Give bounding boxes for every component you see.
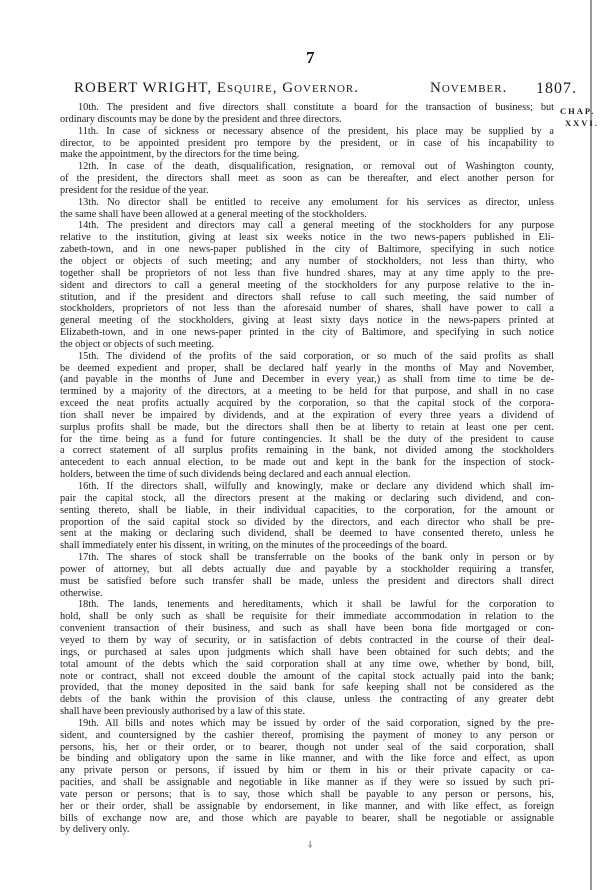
margin-chapter-number: XXVI.	[565, 118, 599, 128]
text-line: ordinary discounts may be done by the president and three directors.	[60, 113, 342, 125]
text-line: 13th. No director shall be entitled to receive any emolument for his services as director, unless	[78, 196, 554, 208]
text-line: president for the residue of the year.	[60, 184, 209, 196]
text-line: bills of exchange now are, and those which are payable to bearer, shall be negotiable or assignable	[60, 812, 554, 824]
text-line: a correct statement of all surplus profits remaining in the bank, not divided among the stockholders	[60, 445, 554, 457]
text-line: be binding and obligatory upon the same in like manner, and with the like force and effect, as upon	[60, 753, 554, 765]
text-line: 19th. All bills and notes which may be issued by order of the said corporation, signed by the pre-	[78, 717, 554, 729]
paragraph	[60, 351, 554, 481]
text-line: hold, shall be only such as shall be requisite for their immediate accommodation in relation to the	[60, 611, 554, 623]
text-line: 12th. In case of the death, disqualification, resignation, or removal out of Washington county,	[78, 161, 554, 173]
text-line: by delivery only.	[60, 824, 130, 836]
text-line: ings, or purchased at sales upon judgments which shall have been obtained for such debts; and the	[60, 646, 554, 658]
paragraph	[60, 552, 554, 599]
text-line: vate person or persons; that is to say, those which shall be payable to any person or persons, his,	[60, 788, 554, 800]
text-line: director, to be appointed president pro tempore by the president, or in case of his incapability to	[60, 137, 554, 149]
text-line: provided, that the money deposited in the said bank for safe keeping shall not be considered as the	[60, 682, 554, 694]
text-line: senting thereto, shall be liable, in their individual capacities, to the corporation, for the amount or	[60, 504, 554, 516]
text-line: tion shall never be impaired by dividends, and at the expiration of every three years a dividend of	[60, 409, 554, 421]
text-line: proportion of the said capital stock so divided by the directors, and each director who shall be pre-	[60, 516, 554, 528]
document-body	[60, 102, 554, 836]
text-line: 18th. The lands, tenements and hereditaments, which it shall be lawful for the corporation to	[78, 599, 554, 611]
text-line: her or their order, shall be assignable by endorsement, in like manner, and with like effect, as foreign	[60, 800, 554, 812]
text-line: make the appointment, by the directors for the time being.	[60, 149, 300, 161]
text-line: be deemed expedient and proper, shall be declared half yearly in the months of May and November,	[60, 362, 554, 374]
text-line: antecedent to each annual election, to be made out and kept in the bank for the inspection of stock-	[60, 457, 554, 469]
paragraph	[60, 718, 554, 836]
running-head-month: November.	[430, 80, 508, 96]
text-line: pacities, and shall be assignable and negotiable in like manner as if they were so issued by such pri-	[60, 777, 554, 789]
running-head-title: ROBERT WRIGHT, Esquire, Governor.	[74, 80, 359, 96]
text-line: stitution, and if the president and directors shall refuse to call such meeting, the said number of	[60, 291, 554, 303]
text-line: termined by a majority of the directors, at a meeting to be held for that purpose, and shall in no case	[60, 386, 554, 398]
text-line: 14th. The president and directors may call a general meeting of the stockholders for any purpose	[78, 220, 554, 232]
running-head-year: 1807.	[536, 80, 577, 97]
text-line: general meeting of the stockholders, giving at least sixty days notice in the news-papers printed at	[60, 315, 554, 327]
text-line: 10th. The president and five directors shall constitute a board for the transaction of business; but	[78, 102, 554, 113]
text-line: 17th. The shares of stock shall be transferrable on the books of the bank only in person or by	[78, 552, 554, 564]
text-line: Elizabeth-town, and in one news-paper printed in the city of Baltimore, and specifying in such notice	[60, 327, 554, 339]
text-line: note or contract, shall not exceed double the amount of the capital stock actually paid into the bank;	[60, 670, 554, 682]
text-line: 16th. If the directors shall, wilfully and knowingly, make or declare any dividend which shall im-	[78, 481, 554, 492]
page-edge-line	[590, 0, 592, 890]
text-line: 11th. In case of sickness or necessary absence of the president, his place may be supplied by a	[78, 125, 554, 137]
text-line: must be satisfied before such transfer shall be made, unless the president and directors shall direct	[60, 575, 554, 587]
text-line: pair the capital stock, all the directors present at the making or declaring such dividend, and con-	[60, 492, 554, 504]
text-line: the object or objects of such meeting.	[60, 338, 215, 350]
text-line: stockholders, proprietors of not less than the aforesaid number of shares, shall have power to call a	[60, 303, 554, 315]
text-line: surplus profits shall be made, but the directors shall then be at liberty to retain at least one per cent.	[60, 421, 554, 433]
text-line: sident, and countersigned by the cashier thereof, promising the payment of money to any person or	[60, 729, 554, 741]
page-number: 7	[306, 48, 315, 67]
text-line: power of attorney, but all debts actually due and payable by a stockholder requiring a transfer,	[60, 563, 554, 575]
text-line: 15th. The dividend of the profits of the said corporation, or so much of the said profits as shall	[78, 350, 554, 362]
text-line: sident and directors to call a general meeting of the stockholders for any purpose relative to the in-	[60, 279, 554, 291]
text-line: veyed to them by way of security, or in satisfaction of debts contracted in the course of their deal-	[60, 634, 554, 646]
text-line: any private person or persons, if issued by him or them in his or their private capacity or ca-	[60, 765, 554, 777]
text-line: convenient transaction of their business, and such as shall have been bona fide mortgaged or con-	[60, 623, 554, 635]
text-line: persons, his, her or their order, or to bearer, though not under seal of the said corporation, shall	[60, 741, 554, 753]
text-line: holders, between the time of such dividends being declared and each annual election.	[60, 469, 411, 481]
text-line: total amount of the debts which the said corporation shall at any time owe, whether by bond, bill,	[60, 658, 554, 670]
text-line: zabeth-town, and in one news-paper published in the city of Baltimore, specifying in such notice	[60, 244, 554, 256]
text-line: debts of the bank within the provision of this clause, unless the contracting of any greater debt	[60, 694, 554, 706]
text-line: otherwise.	[60, 587, 103, 599]
text-line: of the president, the directors shall meet as soon as can be thereafter, and elect another person for	[60, 173, 554, 185]
text-line: the same shall have been allowed at a general meeting of the stockholders.	[60, 208, 367, 220]
text-line: sent at the making or declaring such dividend, shall be deemed to have consented thereto, unless he	[60, 528, 554, 540]
text-line: for the time being as a fund for future contingencies. It shall be the duty of the president to cause	[60, 433, 554, 445]
text-line: the object or objects of such meeting; and any number of stockholders, not less than thirty, who	[60, 255, 554, 267]
text-line: shall immediately enter his dissent, in writing, on the minutes of the proceedings of the board.	[60, 540, 448, 552]
text-line: relative to the institution, giving at least six weeks notice in the two news-papers published in Eli-	[60, 232, 554, 244]
paragraph	[60, 102, 554, 126]
printer-mark: ⸸	[308, 840, 313, 850]
paragraph	[60, 599, 554, 717]
text-line: (and payable in the months of June and December in every year,) as shall from time to time be de-	[60, 374, 554, 386]
paragraph	[60, 220, 554, 350]
paragraph	[60, 197, 554, 221]
text-line: shall have been previously authorised by a law of this state.	[60, 706, 306, 718]
margin-chapter-label: CHAP.	[560, 106, 596, 116]
paragraph	[60, 481, 554, 552]
paragraph	[60, 126, 554, 162]
text-line: together shall be proprietors of not less than five hundred shares, may at any time apply to the pre-	[60, 267, 554, 279]
text-line: exceed the neat profits actually acquired by the corporation, so that the capital stock of the corpora-	[60, 398, 554, 410]
paragraph	[60, 161, 554, 197]
